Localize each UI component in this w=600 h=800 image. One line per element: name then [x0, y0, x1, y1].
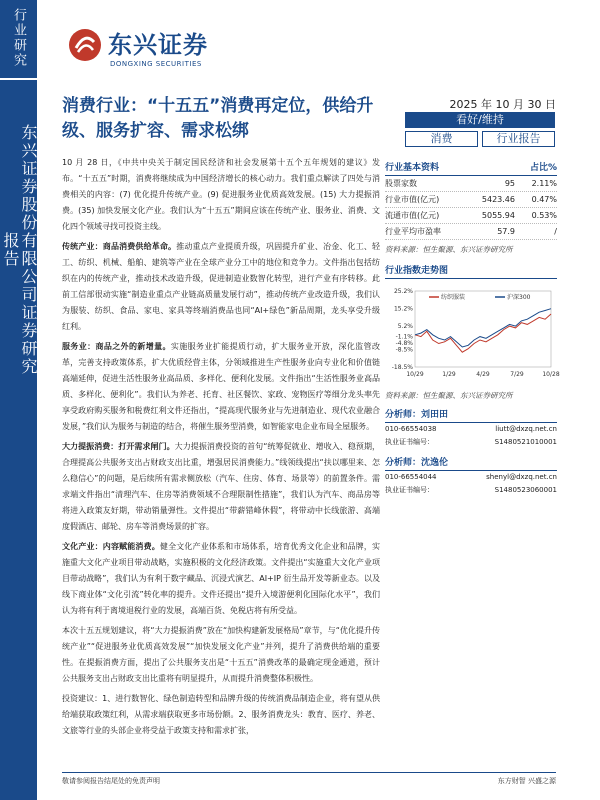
paragraph-text: 推动重点产业提质升级，巩固提升矿业、冶金、化工、轻工、纺织、机械、船舶、建筑等产业在全球产业分工中的地位和竞争力。文件指出包括纺织在内的传统产业，推动技术改造升级，促进制造业数智化转型，进行产业有序转移。此前工信部很动实施“制造业重点产业链高质量发展行动”，推动传统产业改造升级，我们认为服装、纺织、食品、家电、家具等终端消费品也同“AI+绿色”新品周期，龙头享受升级红利。 [62, 242, 381, 331]
table-cell-label: 行业平均市盈率 [385, 227, 441, 236]
tag-industry: 消费 [405, 131, 478, 147]
footer-slogan: 东方财智 兴盛之源 [497, 777, 556, 785]
paragraph-consumption [62, 439, 380, 535]
legend-label: 沪深300 [507, 294, 531, 301]
analyst-contact-row [385, 471, 557, 484]
paragraph-text: 大力提振消费投资的首句“统筹促就业、增收入、稳预期，合理提高公共服务支出占财政支出比重，增强居民消费能力。”线领线提出“扶以哪里来、怎么稳信心”的问题，是后续所有需求侧放松（汽车、住房、体育、场景等）的前置条件。需求端文件指出“清理汽车、住房等消费领域不合理限制性措施”，我们认为汽车、商品房等将进入政策友好期，带动销量弹性。文件提出“带薪错峰休假”，将带动中长线旅游、高端度假酒店、邮轮、房车等消费场景的扩容。 [62, 442, 380, 531]
chart-title: 行业指数走势图 [385, 266, 449, 276]
analyst-cert-row [385, 484, 557, 497]
analyst-name: 分析师：刘田田 [385, 407, 557, 423]
table-cell-label: 股票家数 [385, 179, 417, 188]
y-tick-label: -18.5% [391, 364, 413, 371]
x-tick-label: 10/29 [406, 371, 424, 378]
analyst-cert-row [385, 436, 557, 449]
table-cell-label: 行业市值(亿元) [385, 195, 440, 204]
analyst-phone: 010-66554038 [385, 425, 437, 433]
series-line-0 [415, 314, 551, 352]
paragraph-text: 实施服务业扩能提质行动，扩大服务业开放，深化监管改革，完善支持政策体系，扩大优质经营主体，分领域推进生产性服务业向专业化和价值链高端延伸，促进生活性服务业高品质、多样化、便利化发展。文件指出“生活性服务业高品质、多样化、便利化”。我们认为养老、托育、社区餐饮、家政、宠物医疗等细分龙头率先享受政府购买服务和税费红利文件还指出，“提高现代服务业与先进制造业、现代农业融合发展，”我们认为服务与制造的结合，将催生服务型消费，如智能家电企业布局全屋服务。 [62, 342, 381, 431]
legend-label: 纺织服装 [441, 294, 466, 301]
y-tick-label: 25.2% [393, 288, 413, 295]
market-data-title: 行业基本资料 [385, 163, 440, 173]
analyst-cert-label: 执业证书编号： [385, 486, 434, 494]
table-cell-label: 流通市值(亿元) [385, 211, 440, 220]
logo-text: 东兴证券 [108, 31, 208, 59]
y-tick-label: -4.8% [395, 340, 413, 348]
x-tick-label: 4/29 [476, 371, 490, 378]
sidebar-top [0, 0, 37, 80]
table-row [385, 224, 557, 240]
analyst-cert-number: S1480521010001 [494, 438, 557, 446]
paragraph-traditional [62, 239, 380, 335]
market-data-source: 资料来源：恒生聚源、东兴证券研究所 [385, 245, 513, 254]
paragraph-summary: 本次十五五规划建议，将“大力提振消费”放在“加快构建新发展格局”章节，与“优化提升传统产业”“促进服务业优质高效发展”“加快发展文化产业”并列，提升了消费供给端的重要性。在提振消费方面，提出了公共服务支出是“十五五”消费改革的最确定现金通道，预计公共服务支出占财政支出比重将有明显提升，从而提升消费整体积极性。 [62, 626, 380, 683]
table-row [385, 176, 557, 192]
right-column [385, 160, 560, 497]
market-data-header [385, 160, 557, 176]
company-logo [68, 28, 208, 68]
sidebar-top-label: 行业研究 [11, 8, 26, 68]
report-tags [405, 131, 555, 147]
index-chart-section [385, 263, 560, 401]
y-tick-label: -1.1% [395, 333, 413, 341]
y-tick-label: 15.2% [393, 305, 413, 313]
paragraph-text: 健全文化产业体系和市场体系，培育优秀文化企业和品牌，实施重大文化产业项目带动战略，实施积极的文化经济政策。文件提出“实施重大文化产业项目带动战略”，我们认为有利于数字藏品、沉浸式演艺、AI+IP 衍生品开发等新业态。以及线下商业体“文化引流”转化率的提升。文件还提出“提升入境游便利化国际化水平”，我们认为将有利于离境退税行业的发展，高端百货、免税店将有所受益。 [62, 542, 381, 615]
table-cell-pct: / [554, 227, 557, 236]
paragraph-investment: 投资建议：1、进行数智化、绿色制造转型和品牌升级的传统消费品制造企业，将有望从供给端获取政策红利，从需求端获取更多市场份额。2、服务消费龙头：教育、医疗、养老、文旅等行业的头部企业将受益于政策支持和需求扩张， [62, 694, 380, 735]
report-date: 2025 年 10 月 30 日 [449, 98, 556, 111]
paragraph-heading: 传统产业：商品消费供给革命。 [62, 242, 177, 251]
y-tick-label: -8.5% [395, 346, 413, 354]
analyst-email[interactable]: liutt@dxzq.net.cn [495, 425, 557, 433]
analyst-cert-label: 执业证书编号： [385, 438, 434, 446]
analyst-email[interactable]: shenyl@dxzq.net.cn [486, 473, 557, 481]
market-data-pct-label: 占比% [529, 163, 557, 173]
index-chart [385, 279, 560, 384]
logo-mark-icon [68, 28, 102, 62]
logo-text-en: DONGXING SECURITIES [110, 60, 202, 68]
table-cell-value: 5423.46 [481, 195, 515, 204]
paragraph-heading: 大力提振消费：打开需求闸门。 [62, 442, 175, 451]
paragraph-service [62, 339, 380, 435]
paragraph-heading: 文化产业：内容赋能消费。 [62, 542, 160, 551]
analyst-cert-number: S1480523060001 [494, 486, 557, 494]
x-tick-label: 10/28 [542, 371, 560, 378]
footer-divider [62, 772, 556, 773]
paragraph-culture [62, 539, 380, 619]
paragraph-heading: 服务业：商品之外的新增量。 [62, 342, 171, 351]
analyst-section [385, 407, 557, 497]
report-body [62, 155, 380, 743]
market-data-table [385, 176, 557, 240]
sidebar-company-text: 东兴证券股份有限公司证券研究报告 [1, 124, 38, 376]
analyst-name: 分析师：沈逸伦 [385, 455, 557, 471]
table-row [385, 208, 557, 224]
paragraph-intro: 10 月 28 日，《中共中央关于制定国民经济和社会发展第十五个五年规划的建议》发布。“十五五”时期，消费将继续成为中国经济增长的核心动力。我们重点解读了四处与消费相关的内容：(7) 优化提升传统产业。(9) 促进服务业优质高效发展。(15) 大力提振消费。(35) 加快发展文化产业。我们认为“十五五”期间应该在传统产业、服务业、消费、文化四个领域寻找可投资主线。 [62, 158, 380, 231]
y-tick-label: 5.2% [397, 322, 413, 330]
chart-plot-area [415, 291, 551, 367]
table-row [385, 192, 557, 208]
x-tick-label: 1/29 [442, 371, 456, 378]
rating-badge: 看好/维持 [405, 112, 555, 128]
table-cell-pct: 2.11% [531, 179, 557, 188]
table-cell-pct: 0.53% [531, 211, 557, 220]
x-tick-label: 7/29 [510, 371, 524, 378]
chart-header [385, 263, 557, 279]
footer-disclaimer: 敬请参阅报告结尾处的免责声明 [62, 777, 160, 785]
analyst-contact-row [385, 423, 557, 436]
table-cell-value: 5055.94 [481, 211, 515, 220]
table-cell-value: 95 [504, 179, 515, 188]
chart-source: 资料来源：恒生聚源、东兴证券研究所 [385, 391, 513, 400]
table-cell-pct: 0.47% [531, 195, 557, 204]
report-title: 消费行业：“十五五”消费再定位，供给升级、服务扩容、需求松绑 [62, 96, 374, 141]
analyst-phone: 010-66554044 [385, 473, 437, 481]
table-cell-value: 57.9 [497, 227, 515, 236]
tag-type: 行业报告 [482, 131, 555, 147]
